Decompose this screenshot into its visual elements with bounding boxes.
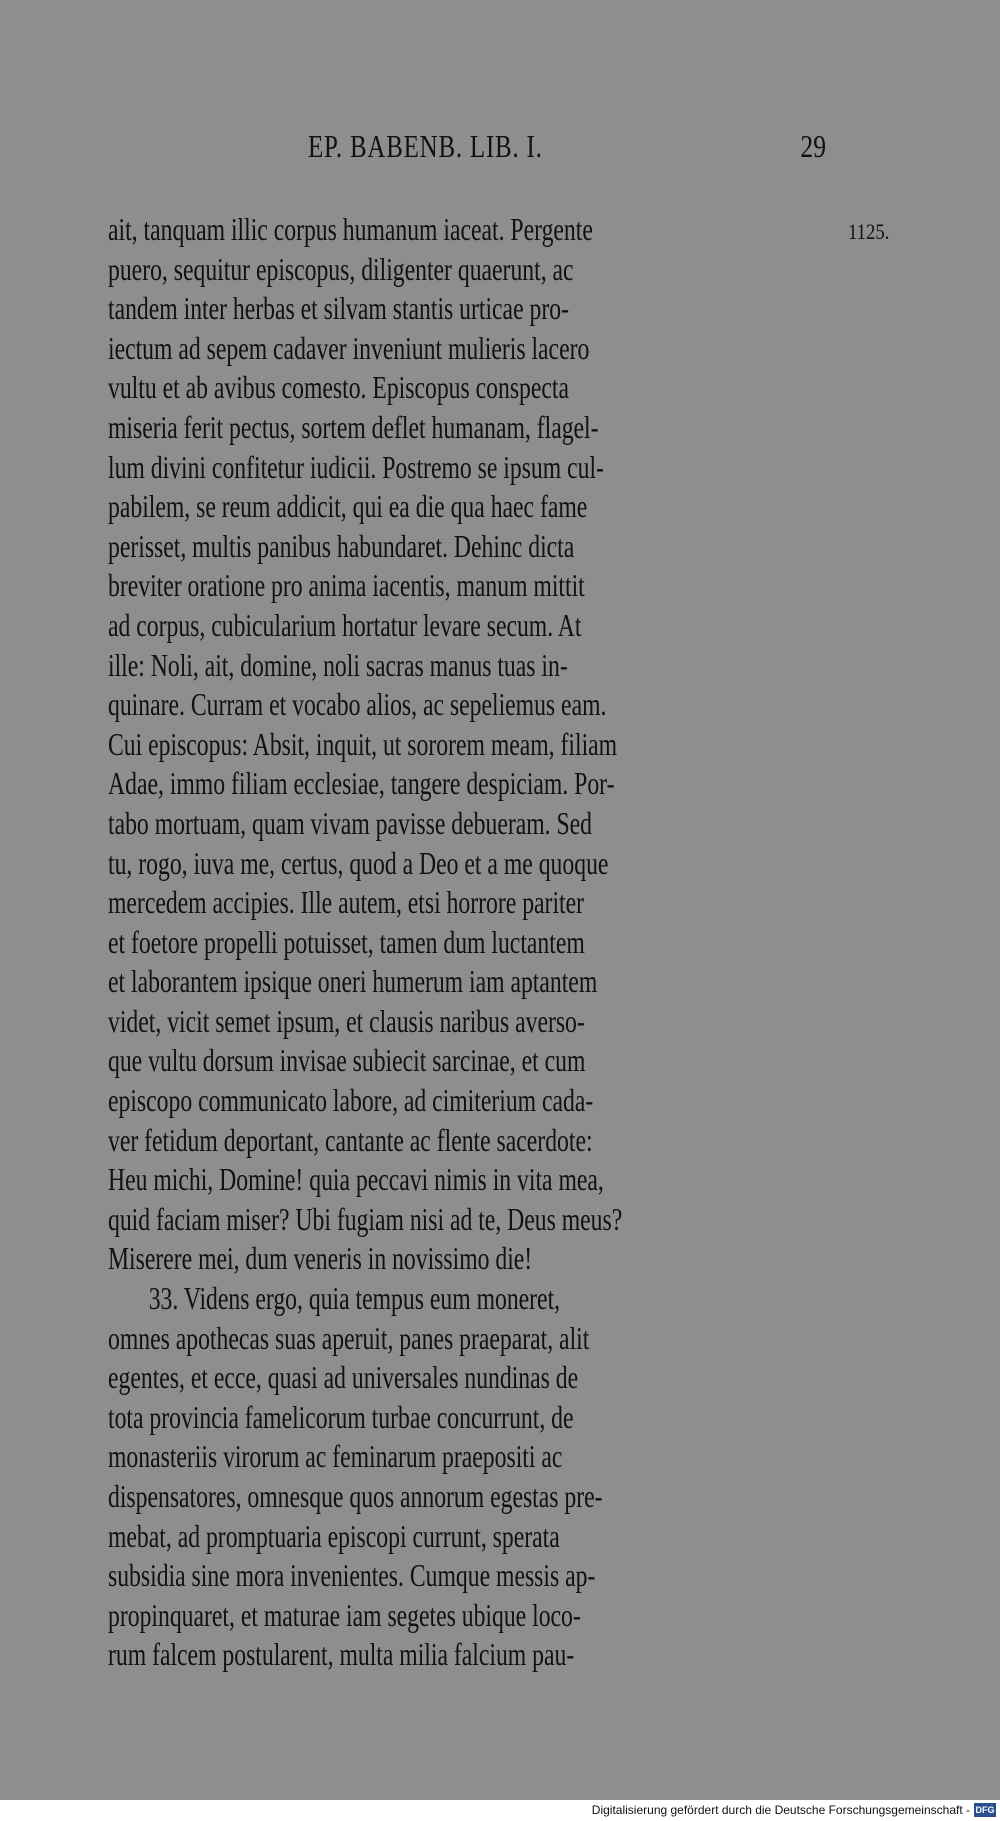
text-line: ad corpus, cubicularium hortatur levare secum. At <box>108 606 582 643</box>
text-line: breviter oratione pro anima iacentis, manum mittit <box>108 567 585 604</box>
text-line: mebat, ad promptuaria episcopi currunt, sperata <box>108 1517 560 1554</box>
text-line: Miserere mei, dum veneris in novissimo die! <box>108 1240 533 1277</box>
text-line: que vultu dorsum invisae subiecit sarcinae, et cum <box>108 1042 586 1079</box>
text-line: tota provincia famelicorum turbae concurrunt, de <box>108 1398 574 1435</box>
text-line: et foetore propelli potuisset, tamen dum luctantem <box>108 923 585 960</box>
text-line: tabo mortuam, quam vivam pavisse debueram. Sed <box>108 804 593 841</box>
text-line: pabilem, se reum addicit, qui ea die qua haec fame <box>108 488 588 525</box>
text-line: miseria ferit pectus, sortem deflet humanam, flagel- <box>108 408 599 445</box>
text-line: subsidia sine mora invenientes. Cumque messis ap- <box>108 1557 596 1594</box>
margin-year-note: 1125. <box>848 219 890 244</box>
text-line: ille: Noli, ait, domine, noli sacras manus tuas in- <box>108 646 568 683</box>
text-line: propinquaret, et maturae iam segetes ubique loco- <box>108 1596 581 1633</box>
digitization-footer <box>0 1800 1000 1821</box>
text-line: dispensatores, omnesque quos annorum egestas pre- <box>108 1478 603 1514</box>
text-line: ver fetidum deportant, cantante ac flente sacerdote: <box>108 1121 593 1158</box>
text-line: Heu michi, Domine! quia peccavi nimis in vita mea, <box>108 1161 604 1198</box>
page-header <box>108 128 826 172</box>
text-line: et laborantem ipsique oneri humerum iam aptantem <box>108 963 598 1000</box>
text-line: mercedem accipies. Ille autem, etsi horrore pariter <box>108 884 584 921</box>
body-text <box>108 210 828 1675</box>
text-line: vultu et ab avibus comesto. Episcopus conspecta <box>108 369 569 406</box>
page-number: 29 <box>800 128 826 164</box>
text-line: puero, sequitur episcopus, diligenter quaerunt, ac <box>108 250 574 287</box>
dfg-logo: DFG <box>975 1805 995 1815</box>
text-line: quid faciam miser? Ubi fugiam nisi ad te, Deus meus? <box>108 1200 623 1237</box>
text-line: Adae, immo filiam ecclesiae, tangere despiciam. Por- <box>108 765 615 802</box>
text-line: tandem inter herbas et silvam stantis urticae pro- <box>108 290 569 327</box>
paragraph-start-line: 33. Videns ergo, quia tempus eum moneret, <box>148 1280 561 1317</box>
text-line: lum divini confitetur iudicii. Postremo se ipsum cul- <box>108 448 604 485</box>
text-line: videt, vicit semet ipsum, et clausis naribus averso- <box>108 1002 585 1039</box>
running-head: EP. BABENB. LIB. I. <box>308 128 543 164</box>
footer-credit-text: Digitalisierung gefördert durch die Deutsche Forschungsgemeinschaft - <box>591 1803 970 1817</box>
text-line: monasteriis virorum ac feminarum praepositi ac <box>108 1438 563 1475</box>
text-line: egentes, et ecce, quasi ad universales nundinas de <box>108 1359 579 1396</box>
text-line: tu, rogo, iuva me, certus, quod a Deo et a me quoque <box>108 844 609 881</box>
text-line: rum falcem postularent, multa milia falcium pau- <box>108 1636 575 1673</box>
text-line: ait, tanquam illic corpus humanum iaceat. Pergente <box>108 211 593 247</box>
text-line: Cui episcopus: Absit, inquit, ut sororem meam, filiam <box>108 725 618 762</box>
text-line: iectum ad sepem cadaver inveniunt mulieris lacero <box>108 329 590 366</box>
text-line: perisset, multis panibus habundaret. Dehinc dicta <box>108 527 575 564</box>
text-line: omnes apothecas suas aperuit, panes praeparat, alit <box>108 1319 590 1356</box>
text-line: episcopo communicato labore, ad cimiterium cada- <box>108 1082 594 1119</box>
text-line: quinare. Curram et vocabo alios, ac sepeliemus eam. <box>108 686 607 723</box>
